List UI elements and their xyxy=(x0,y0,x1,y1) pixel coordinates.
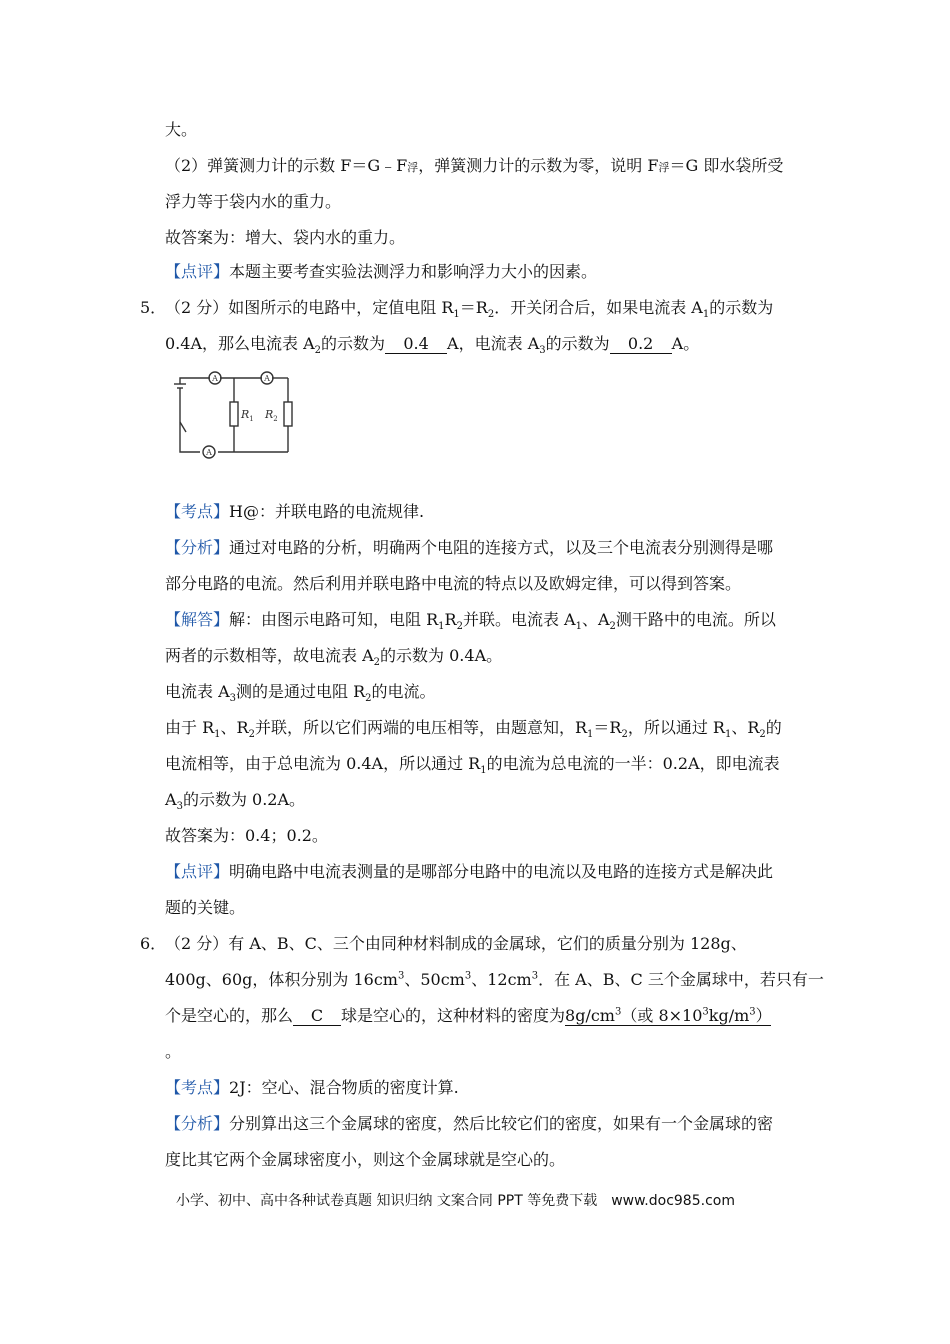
text-line: 大。 xyxy=(165,120,198,139)
solution-line: 电流相等，由于总电流为 0.4A，所以通过 $R_1$的电流为总电流的一半：0.2A，即电流表 xyxy=(165,754,780,777)
text-line: 浮力等于袋内水的重力。 xyxy=(165,192,342,211)
analysis-line: 【分析】通过对电路的分析，明确两个电阻的连接方式，以及三个电流表分别测得是哪 xyxy=(165,538,774,557)
question-text: （2 分）如图所示的电路中，定值电阻 $R_1=R_2$．开关闭合后，如果电流表 $A_1$的示数为 xyxy=(165,298,774,321)
solution-line: 【解答】解：由图示电路可知，电阻 $R_1R_2$并联。电流表 $A_1$、$A_2$测干路中的电流。所以 xyxy=(165,610,776,633)
review-line: 题的关键。 xyxy=(165,898,246,917)
review-line: 【点评】明确电路中电流表测量的是哪部分电路中的电流以及电路的连接方式是解决此 xyxy=(165,862,774,881)
answer-line: 故答案为：增大、袋内水的重力。 xyxy=(165,228,406,247)
answer-blank: C xyxy=(293,1007,341,1026)
r1-label: $R_1$ xyxy=(241,408,254,423)
answer-blank: 0.2 xyxy=(610,335,672,354)
analysis-tag: 【分析】 xyxy=(165,1114,230,1133)
question-text: 。 xyxy=(165,1042,182,1061)
circuit-diagram xyxy=(170,366,294,464)
kaodian-tag: 【考点】 xyxy=(165,502,230,521)
r2-label: $R_2$ xyxy=(265,408,278,423)
text-line: （2）弹簧测力计的示数 F＝G﹣F浮，弹簧测力计的示数为零，说明 F浮＝G 即水袋所受 xyxy=(165,156,784,175)
analysis-line: 部分电路的电流。然后利用并联电路中电流的特点以及欧姆定律，可以得到答案。 xyxy=(165,574,742,593)
question-number: 5． xyxy=(140,298,167,317)
kaodian-line: 【考点】H@：并联电路的电流规律. xyxy=(165,502,425,521)
question-text: 400g、60g，体积分别为 $16cm^3$、$50cm^3$、$12cm^3$．在 A、B、C 三个金属球中，若只有一 xyxy=(165,970,824,989)
question-text: 个是空心的，那么 C 球是空心的，这种材料的密度为$8g/cm^3$（或 $8\times 10^3kg/m^3$） xyxy=(165,1006,772,1025)
review-tag: 【点评】 xyxy=(165,862,230,881)
answer-blank: $8g/cm^3$（或 $8\times 10^3kg/m^3$） xyxy=(565,1006,772,1025)
review-line: 【点评】本题主要考查实验法测浮力和影响浮力大小的因素。 xyxy=(165,262,598,281)
ammeter-label: A xyxy=(264,374,270,383)
kaodian-line: 【考点】2J：空心、混合物质的密度计算. xyxy=(165,1078,459,1097)
page-footer: 小学、初中、高中各种试卷真题 知识归纳 文案合同 PPT 等免费下载 www.doc985.com xyxy=(176,1193,735,1209)
analysis-tag: 【分析】 xyxy=(165,538,230,557)
kaodian-tag: 【考点】 xyxy=(165,1078,230,1097)
resistor-r2 xyxy=(284,402,292,426)
question-number: 6． xyxy=(140,934,167,953)
analysis-line: 【分析】分别算出这三个金属球的密度，然后比较它们的密度，如果有一个金属球的密 xyxy=(165,1114,774,1133)
analysis-line: 度比其它两个金属球密度小，则这个金属球就是空心的。 xyxy=(165,1150,566,1169)
ammeter-label: A xyxy=(206,448,212,457)
question-text: （2 分）有 A、B、C、三个由同种材料制成的金属球，它们的质量分别为 128g、 xyxy=(165,934,747,953)
solution-line: 电流表 $A_3$测的是通过电阻 $R_2$的电流。 xyxy=(165,682,436,705)
review-tag: 【点评】 xyxy=(165,262,230,281)
solution-tag: 【解答】 xyxy=(165,610,230,629)
solution-line: 由于 $R_1$、$R_2$并联，所以它们两端的电压相等，由题意知，$R_1=R_2$，所以通过 $R_1$、$R_2$的 xyxy=(165,718,782,741)
solution-line: $A_3$的示数为 0.2A。 xyxy=(165,790,306,813)
resistor-r1 xyxy=(230,402,238,426)
answer-blank: 0.4 xyxy=(385,335,447,354)
solution-line: 两者的示数相等，故电流表 $A_2$的示数为 0.4A。 xyxy=(165,646,503,669)
question-text: 0.4A，那么电流表 $A_2$的示数为 0.4 A，电流表 $A_3$的示数为 0.2 A。 xyxy=(165,334,700,357)
answer-line: 故答案为：0.4；0.2。 xyxy=(165,826,328,845)
ammeter-label: A xyxy=(212,374,218,383)
